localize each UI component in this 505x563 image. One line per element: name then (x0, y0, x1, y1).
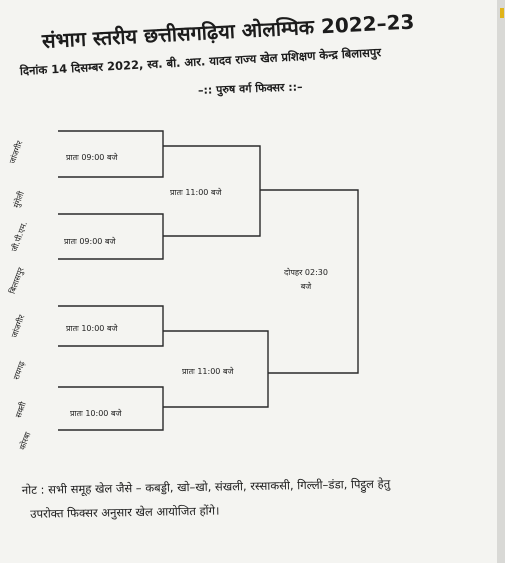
footnote (22, 470, 493, 526)
match-time: प्रातः 11:00 बजे (182, 367, 234, 376)
team-name: मुंगेली (11, 190, 26, 210)
team-name: सक्ती (13, 400, 28, 420)
edge-marker (500, 8, 504, 18)
match-time: प्रातः 10:00 बजे (70, 409, 122, 418)
team-name: बिलासपुर (7, 266, 26, 296)
team-name: जांजगीर (7, 139, 25, 166)
final-time-line-2: बजे (300, 282, 312, 291)
match-time: प्रातः 11:00 बजे (170, 188, 222, 197)
team-name: जी.पी.एम. (9, 220, 29, 254)
event-date-venue: दिनांक 14 दिसम्बर 2022, स्व. बी. आर. यादव राज्य खेल प्रशिक्षण केन्द्र बिलासपुर (19, 45, 382, 78)
match-time: प्रातः 10:00 बजे (66, 324, 118, 333)
team-name: जांजगीर (9, 313, 27, 340)
team-name: कोरबा (17, 430, 33, 452)
fixture-category-label: –:: पुरुष वर्ग फिक्सर ::– (197, 80, 303, 97)
footnote-line-1: नोट : सभी समूह खेल जैसे – कबड्डी, खो–खो, संखली, रस्साकसी, गिल्ली–डंडा, पिट्ठुल हेतु (21, 476, 391, 498)
team-name: रायगढ़ (11, 360, 27, 382)
final-match-time (276, 266, 336, 294)
match-time: प्रातः 09:00 बजे (64, 237, 116, 246)
footnote-line-2: उपरोक्त फिक्सर अनुसार खेल आयोजित होंगे। (30, 503, 220, 521)
page-title: संभाग स्तरीय छत्तीसगढ़िया ओलम्पिक 2022–23 (41, 9, 415, 53)
match-time: प्रातः 09:00 बजे (66, 153, 118, 162)
final-time-line-1: दोपहर 02:30 (284, 268, 328, 277)
page-edge (497, 0, 505, 563)
